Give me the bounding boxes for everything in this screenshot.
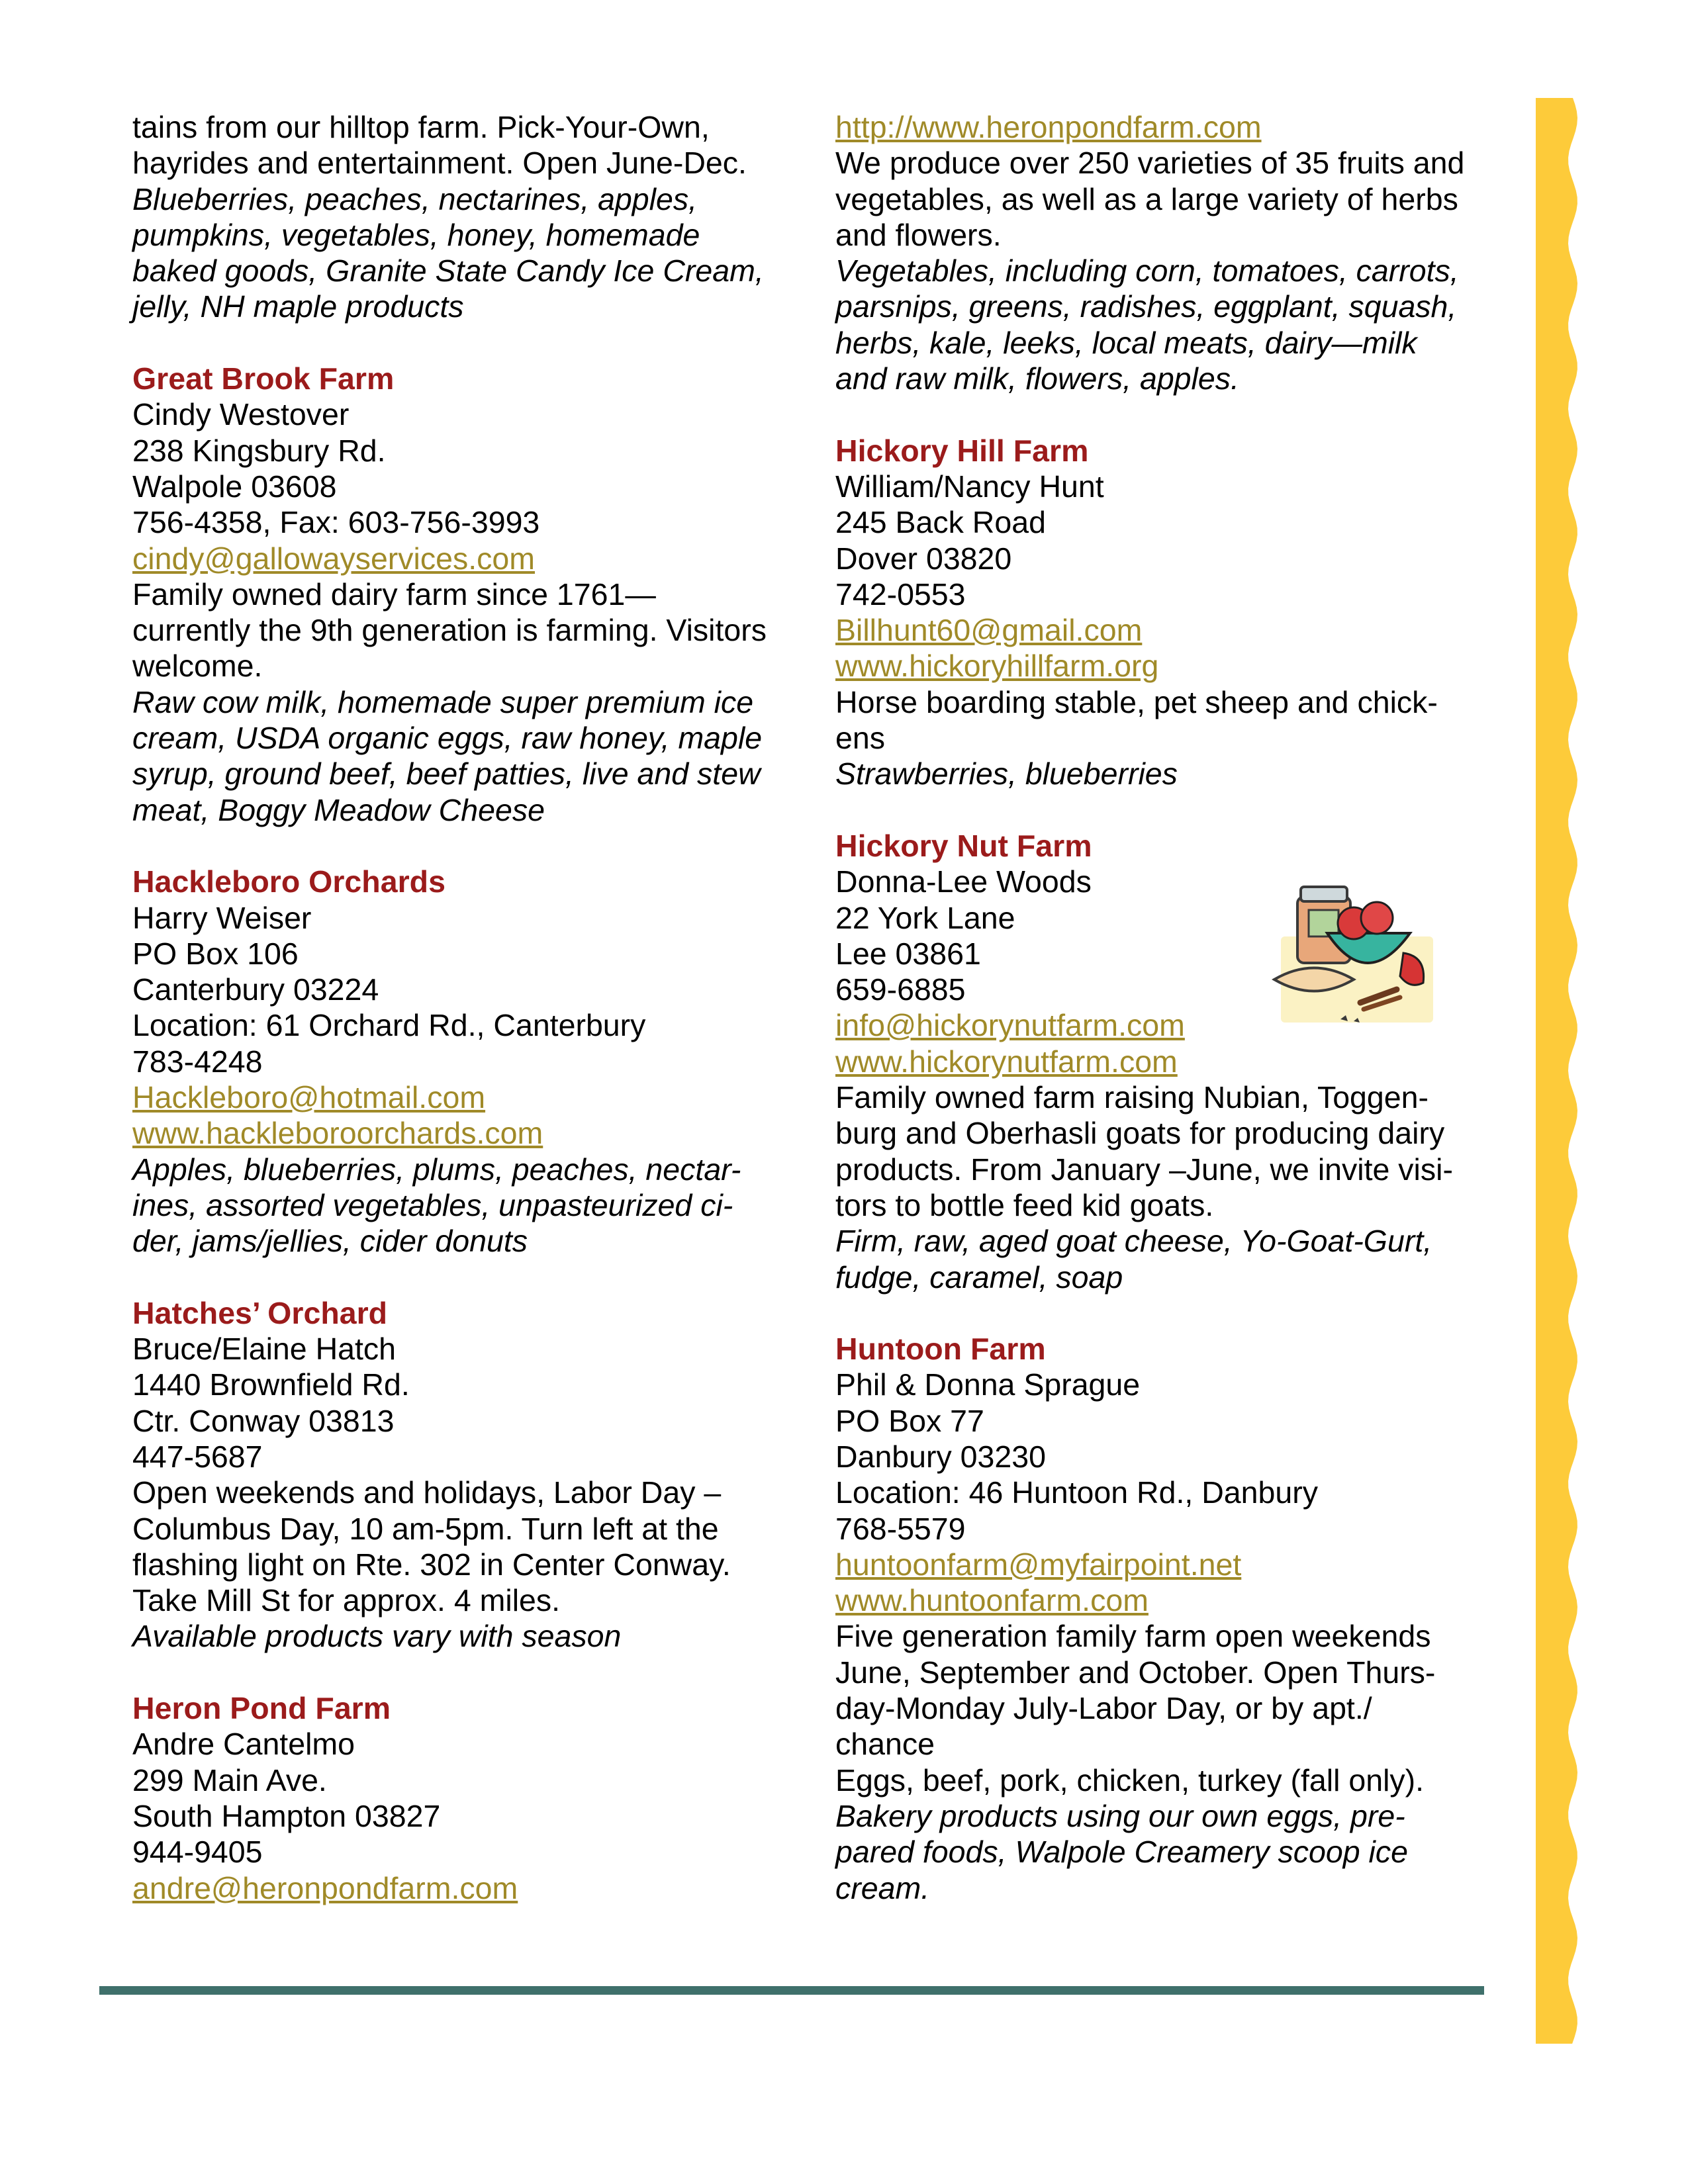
farm-name: Great Brook Farm [132,361,395,396]
farm-detail-text: 1440 Brownfield Rd. [132,1367,410,1402]
farm-detail-text: products. From January –June, we invite visi- [835,1152,1453,1187]
farm-detail-text: Location: 46 Huntoon Rd., Danbury [835,1475,1318,1510]
farm-detail-text: Eggs, beef, pork, chicken, turkey (fall only). [835,1762,1425,1797]
farm-detail-text: 944-9405 [132,1835,263,1870]
farm-detail-text: 756-4358, Fax: 603-756-3993 [132,505,540,540]
farm-detail-text: hayrides and entertainment. Open June-Dec. [132,146,747,181]
farm-detail-text: William/Nancy Hunt [835,469,1104,504]
farm-products-text: ines, assorted vegetables, unpasteurized ci- [132,1187,733,1222]
farm-detail-text: Columbus Day, 10 am-5pm. Turn left at the [132,1511,719,1546]
farm-list-left-column [132,109,821,1942]
farm-entry [835,109,1524,396]
farm-link[interactable]: Billhunt60@gmail.com [835,613,1143,648]
farm-products-text: meat, Boggy Meadow Cheese [132,792,545,827]
baking-ingredients-icon [1261,870,1446,1029]
farm-detail-text: Danbury 03230 [835,1439,1046,1474]
farm-link[interactable]: www.hickoryhillfarm.org [835,649,1159,684]
farm-detail-text: Open weekends and holidays, Labor Day – [132,1475,722,1510]
farm-products-text: Apples, blueberries, plums, peaches, nectar- [132,1152,741,1187]
farm-detail-text: 742-0553 [835,576,966,612]
farm-detail-text: ens [835,721,885,756]
farm-detail-text: 245 Back Road [835,505,1046,540]
farm-detail-text: Harry Weiser [132,900,312,935]
farm-detail-text: Phil & Donna Sprague [835,1367,1141,1402]
farm-products-text: and raw milk, flowers, apples. [835,361,1239,396]
farm-detail-text: and flowers. [835,217,1002,252]
farm-link[interactable]: www.huntoonfarm.com [835,1583,1149,1618]
farm-detail-text: Bruce/Elaine Hatch [132,1332,397,1367]
farm-products-text: fudge, caramel, soap [835,1259,1123,1295]
farm-detail-text: 768-5579 [835,1511,966,1546]
farm-products-text: Vegetables, including corn, tomatoes, carrots, [835,253,1459,289]
farm-products-text: parsnips, greens, radishes, eggplant, squash, [835,289,1457,324]
farm-detail-text: chance [835,1727,935,1762]
farm-link[interactable]: http://www.heronpondfarm.com [835,110,1262,144]
farm-link[interactable]: huntoonfarm@myfairpoint.net [835,1547,1242,1582]
farm-products-text: pumpkins, vegetables, honey, homemade [132,217,700,252]
farm-detail-text: burg and Oberhasli goats for producing dairy [835,1116,1445,1151]
farm-detail-text: vegetables, as well as a large variety of herbs [835,181,1458,216]
farm-link[interactable]: andre@heronpondfarm.com [132,1870,518,1905]
farm-entry [132,109,821,325]
farm-products-text: cream, USDA organic eggs, raw honey, maple [132,721,763,756]
farm-products-text: Firm, raw, aged goat cheese, Yo-Goat-Gurt, [835,1224,1432,1259]
farm-detail-text: Walpole 03608 [132,469,337,504]
farm-detail-text: We produce over 250 varieties of 35 fruits and [835,146,1465,181]
farm-detail-text: Cindy Westover [132,397,350,432]
farm-entry [835,1331,1524,1906]
farm-name: Huntoon Farm [835,1332,1046,1367]
farm-detail-text: Location: 61 Orchard Rd., Canterbury [132,1008,646,1043]
farm-link[interactable]: www.hackleboroorchards.com [132,1116,543,1151]
farm-products-text: der, jams/jellies, cider donuts [132,1224,528,1259]
farm-name: Heron Pond Farm [132,1691,391,1726]
farm-detail-text: day-Monday July-Labor Day, or by apt./ [835,1691,1372,1726]
farm-detail-text: South Hampton 03827 [132,1798,441,1833]
farm-name: Hatches’ Orchard [132,1295,388,1330]
farm-entry [132,864,821,1259]
farm-detail-text: Dover 03820 [835,541,1012,576]
farm-entry [132,361,821,828]
farm-link[interactable]: cindy@gallowayservices.com [132,541,535,576]
farm-detail-text: 22 York Lane [835,900,1015,935]
farm-detail-text: Five generation family farm open weekends [835,1619,1431,1654]
decorative-wavy-band [1536,98,1582,2044]
farm-entry [835,433,1524,792]
farm-link[interactable]: info@hickorynutfarm.com [835,1008,1185,1043]
farm-name: Hickory Hill Farm [835,433,1089,468]
farm-detail-text: Take Mill St for approx. 4 miles. [132,1583,561,1618]
farm-detail-text: welcome. [132,649,263,684]
farm-products-text: syrup, ground beef, beef patties, live and stew [132,756,761,792]
farm-link[interactable]: www.hickorynutfarm.com [835,1044,1178,1079]
farm-detail-text: tains from our hilltop farm. Pick-Your-Own, [132,110,710,144]
farm-entry [132,1690,821,1906]
farm-detail-text: tors to bottle feed kid goats. [835,1187,1214,1222]
farm-detail-text: Andre Cantelmo [132,1727,355,1762]
footer-rule [99,1986,1484,1995]
farm-detail-text: PO Box 106 [132,936,299,971]
farm-products-text: Strawberries, blueberries [835,756,1178,792]
farm-products-text: Bakery products using our own eggs, pre- [835,1798,1405,1833]
farm-detail-text: Lee 03861 [835,936,981,971]
farm-products-text: jelly, NH maple products [132,289,464,324]
farm-detail-text: Ctr. Conway 03813 [132,1403,395,1438]
farm-products-text: cream. [835,1870,930,1905]
farm-entry [132,1295,821,1655]
farm-products-text: pared foods, Walpole Creamery scoop ice [835,1835,1408,1870]
farm-detail-text: June, September and October. Open Thurs- [835,1655,1436,1690]
farm-detail-text: Family owned dairy farm since 1761— [132,576,656,612]
farm-detail-text: Family owned farm raising Nubian, Toggen- [835,1080,1429,1115]
farm-name: Hickory Nut Farm [835,828,1092,863]
farm-detail-text: Canterbury 03224 [132,972,379,1007]
farm-detail-text: Donna-Lee Woods [835,864,1092,899]
farm-products-text: baked goods, Granite State Candy Ice Cream, [132,253,764,289]
farm-products-text: Available products vary with season [132,1619,622,1654]
farm-detail-text: 238 Kingsbury Rd. [132,433,386,468]
farm-link[interactable]: Hackleboro@hotmail.com [132,1080,486,1115]
farm-detail-text: 447-5687 [132,1439,263,1474]
farm-detail-text: PO Box 77 [835,1403,984,1438]
farm-detail-text: Horse boarding stable, pet sheep and chick- [835,684,1438,719]
farm-detail-text: flashing light on Rte. 302 in Center Conway. [132,1547,731,1582]
farm-detail-text: 299 Main Ave. [132,1762,327,1797]
farm-products-text: Blueberries, peaches, nectarines, apples, [132,181,698,216]
farm-detail-text: 783-4248 [132,1044,263,1079]
farm-products-text: herbs, kale, leeks, local meats, dairy—milk [835,325,1417,360]
farm-products-text: Raw cow milk, homemade super premium ice [132,684,754,719]
farm-name: Hackleboro Orchards [132,864,445,899]
farm-detail-text: currently the 9th generation is farming. Visitors [132,613,767,648]
farm-detail-text: 659-6885 [835,972,966,1007]
